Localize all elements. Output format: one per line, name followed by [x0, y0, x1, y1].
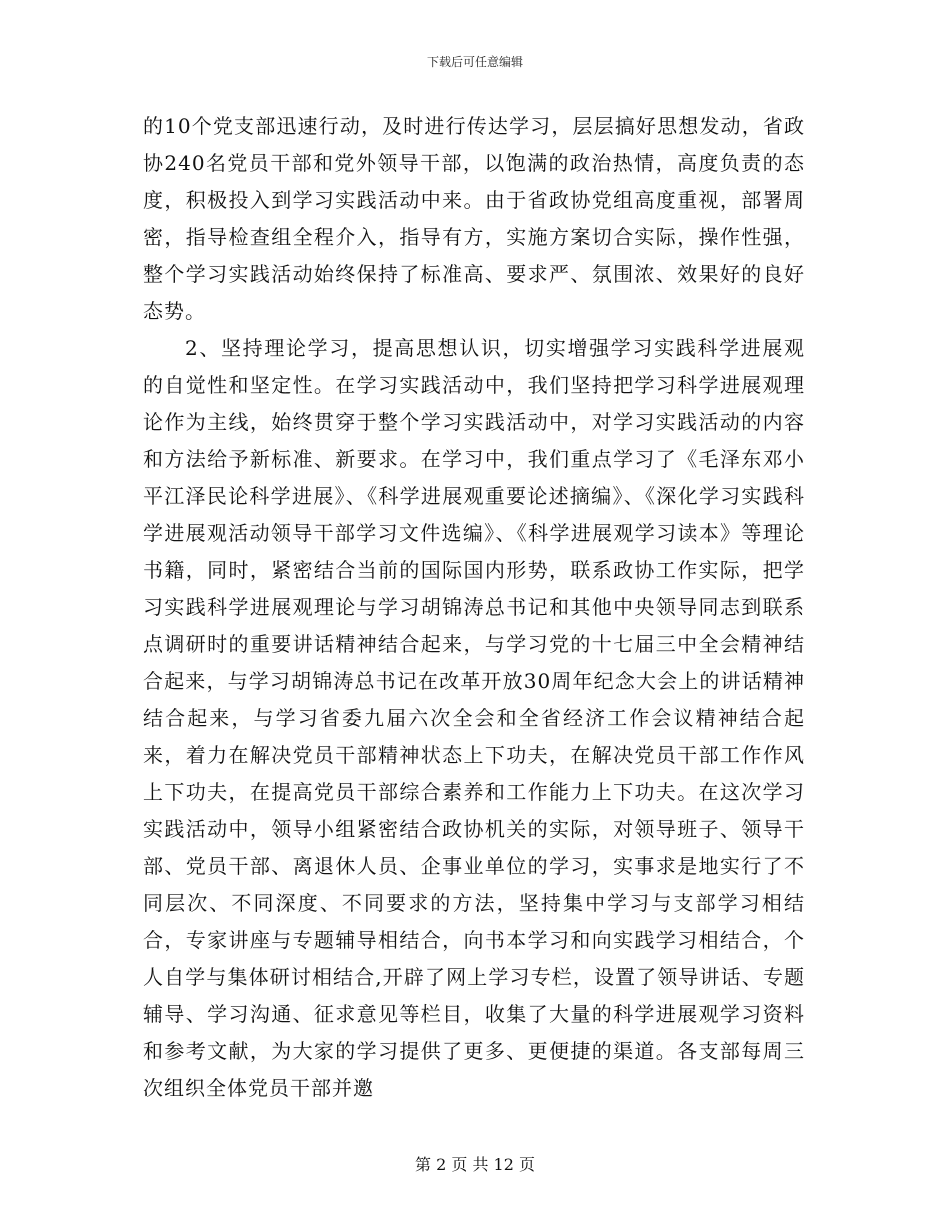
page-header: 下载后可任意编辑 [426, 55, 523, 69]
paragraph-continuation: 的10个党支部迅速行动，及时进行传达学习，层层搞好思想发动，省政协240名党员干部和党外领导干部，以饱满的政治热情，高度负责的态度，积极投入到学习实践活动中来。由于省政协党组高度重视，部署周密，指导检查组全程介入，指导有方，实施方案切合实际，操作性强，整个学习实践活动始终保持了标准高、要求严、氛围浓、效果好的良好态势。 [143, 114, 805, 323]
page-number-footer: 第 2 页 共 12 页 [415, 1155, 535, 1174]
document-body [143, 108, 805, 1107]
paragraph-theory-study: 2、坚持理论学习，提高思想认识，切实增强学习实践科学进展观的自觉性和坚定性。在学习实践活动中，我们坚持把学习科学进展观理论作为主线，始终贯穿于整个学习实践活动中，对学习实践活动的内容和方法给予新标准、新要求。在学习中，我们重点学习了《毛泽东邓小平江泽民论科学进展》、《科学进展观重要论述摘编》、《深化学习实践科学进展观活动领导干部学习文件选编》、《科学进展观学习读本》等理论书籍，同时，紧密结合当前的国际国内形势，联系政协工作实际，把学习实践科学进展观理论与学习胡锦涛总书记和其他中央领导同志到联系点调研时的重要讲话精神结合起来，与学习党的十七届三中全会精神结合起来，与学习胡锦涛总书记在改革开放30周年纪念大会上的讲话精神结合起来，与学习省委九届六次全会和全省经济工作会议精神结合起来，着力在解决党员干部精神状态上下功夫，在解决党员干部工作作风上下功夫，在提高党员干部综合素养和工作能力上下功夫。在这次学习实践活动中，领导小组紧密结合政协机关的实际，对领导班子、领导干部、党员干部、离退休人员、企事业单位的学习，实事求是地实行了不同层次、不同深度、不同要求的方法，坚持集中学习与支部学习相结合，专家讲座与专题辅导相结合，向书本学习和向实践学习相结合，个人自学与集体研讨相结合,开辟了网上学习专栏，设置了领导讲话、专题辅导、学习沟通、征求意见等栏目，收集了大量的科学进展观学习资料和参考文献，为大家的学习提供了更多、更便捷的渠道。各支部每周三次组织全体党员干部并邀 [143, 336, 805, 1100]
